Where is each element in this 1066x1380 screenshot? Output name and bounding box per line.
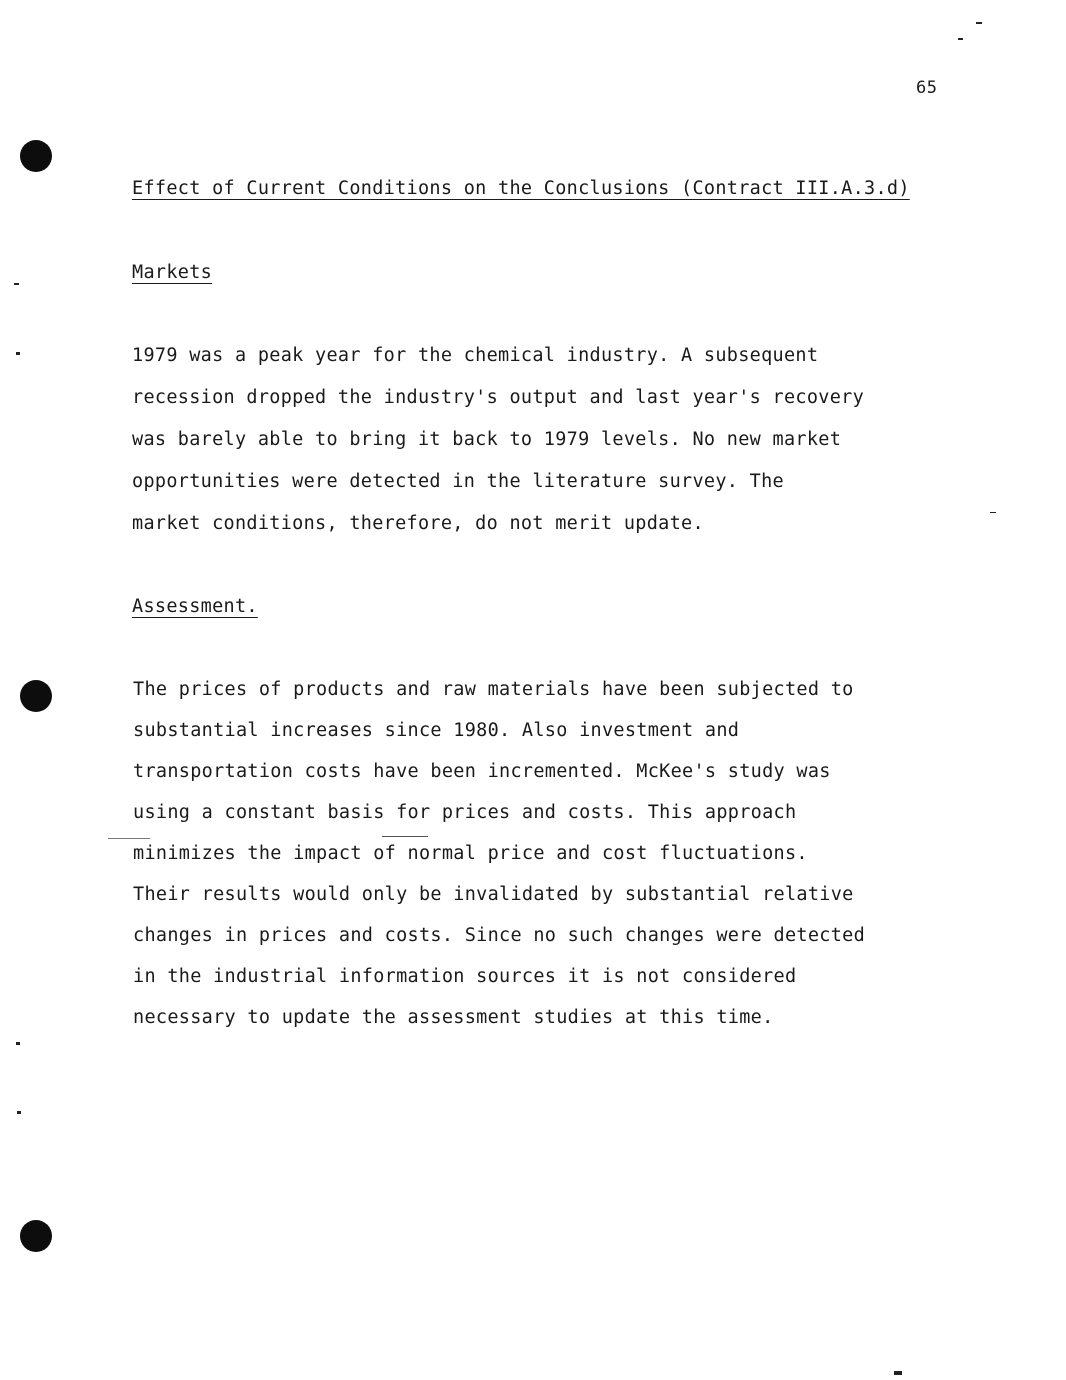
punch-hole-top	[20, 140, 52, 172]
paragraph-line: 1979 was a peak year for the chemical industry. A subsequent	[132, 345, 819, 366]
page-number: 65	[916, 78, 938, 98]
scan-speck	[16, 1042, 20, 1045]
markets-heading: Markets	[132, 262, 213, 283]
section-heading: Effect of Current Conditions on the Conclusions (Contract III.A.3.d)	[132, 178, 910, 199]
punch-hole-bottom	[20, 1220, 52, 1252]
scan-speck	[958, 38, 963, 40]
scan-speck	[16, 352, 20, 355]
paragraph-line: opportunities were detected in the literature survey. The	[132, 471, 784, 492]
scan-speck	[990, 512, 996, 513]
paragraph-line: substantial increases since 1980. Also investment and	[133, 720, 740, 741]
scan-speck	[894, 1371, 902, 1375]
paragraph-line: minimizes the impact of normal price and cost fluctuations.	[133, 843, 808, 864]
paragraph-line: necessary to update the assessment studies at this time.	[133, 1007, 774, 1028]
paragraph-line: Their results would only be invalidated by substantial relative	[133, 884, 854, 905]
scan-speck	[17, 1111, 21, 1114]
paragraph-line: market conditions, therefore, do not merit update.	[132, 513, 704, 534]
assessment-heading: Assessment.	[132, 596, 258, 617]
paragraph-line: The prices of products and raw materials have been subjected to	[133, 679, 854, 700]
markets-paragraph	[132, 344, 952, 554]
assessment-paragraph	[133, 678, 953, 1047]
scan-speck	[976, 22, 982, 24]
paragraph-line: transportation costs have been incremented. McKee's study was	[133, 761, 831, 782]
punch-hole-middle	[20, 680, 52, 712]
paragraph-line: recession dropped the industry's output and last year's recovery	[132, 387, 865, 408]
paragraph-line: using a constant basis for prices and costs. This approach	[133, 802, 797, 823]
scan-speck	[14, 283, 19, 285]
paragraph-line: was barely able to bring it back to 1979 levels. No new market	[132, 429, 842, 450]
paragraph-line: changes in prices and costs. Since no such changes were detected	[133, 925, 866, 946]
paragraph-line: in the industrial information sources it is not considered	[133, 966, 797, 987]
